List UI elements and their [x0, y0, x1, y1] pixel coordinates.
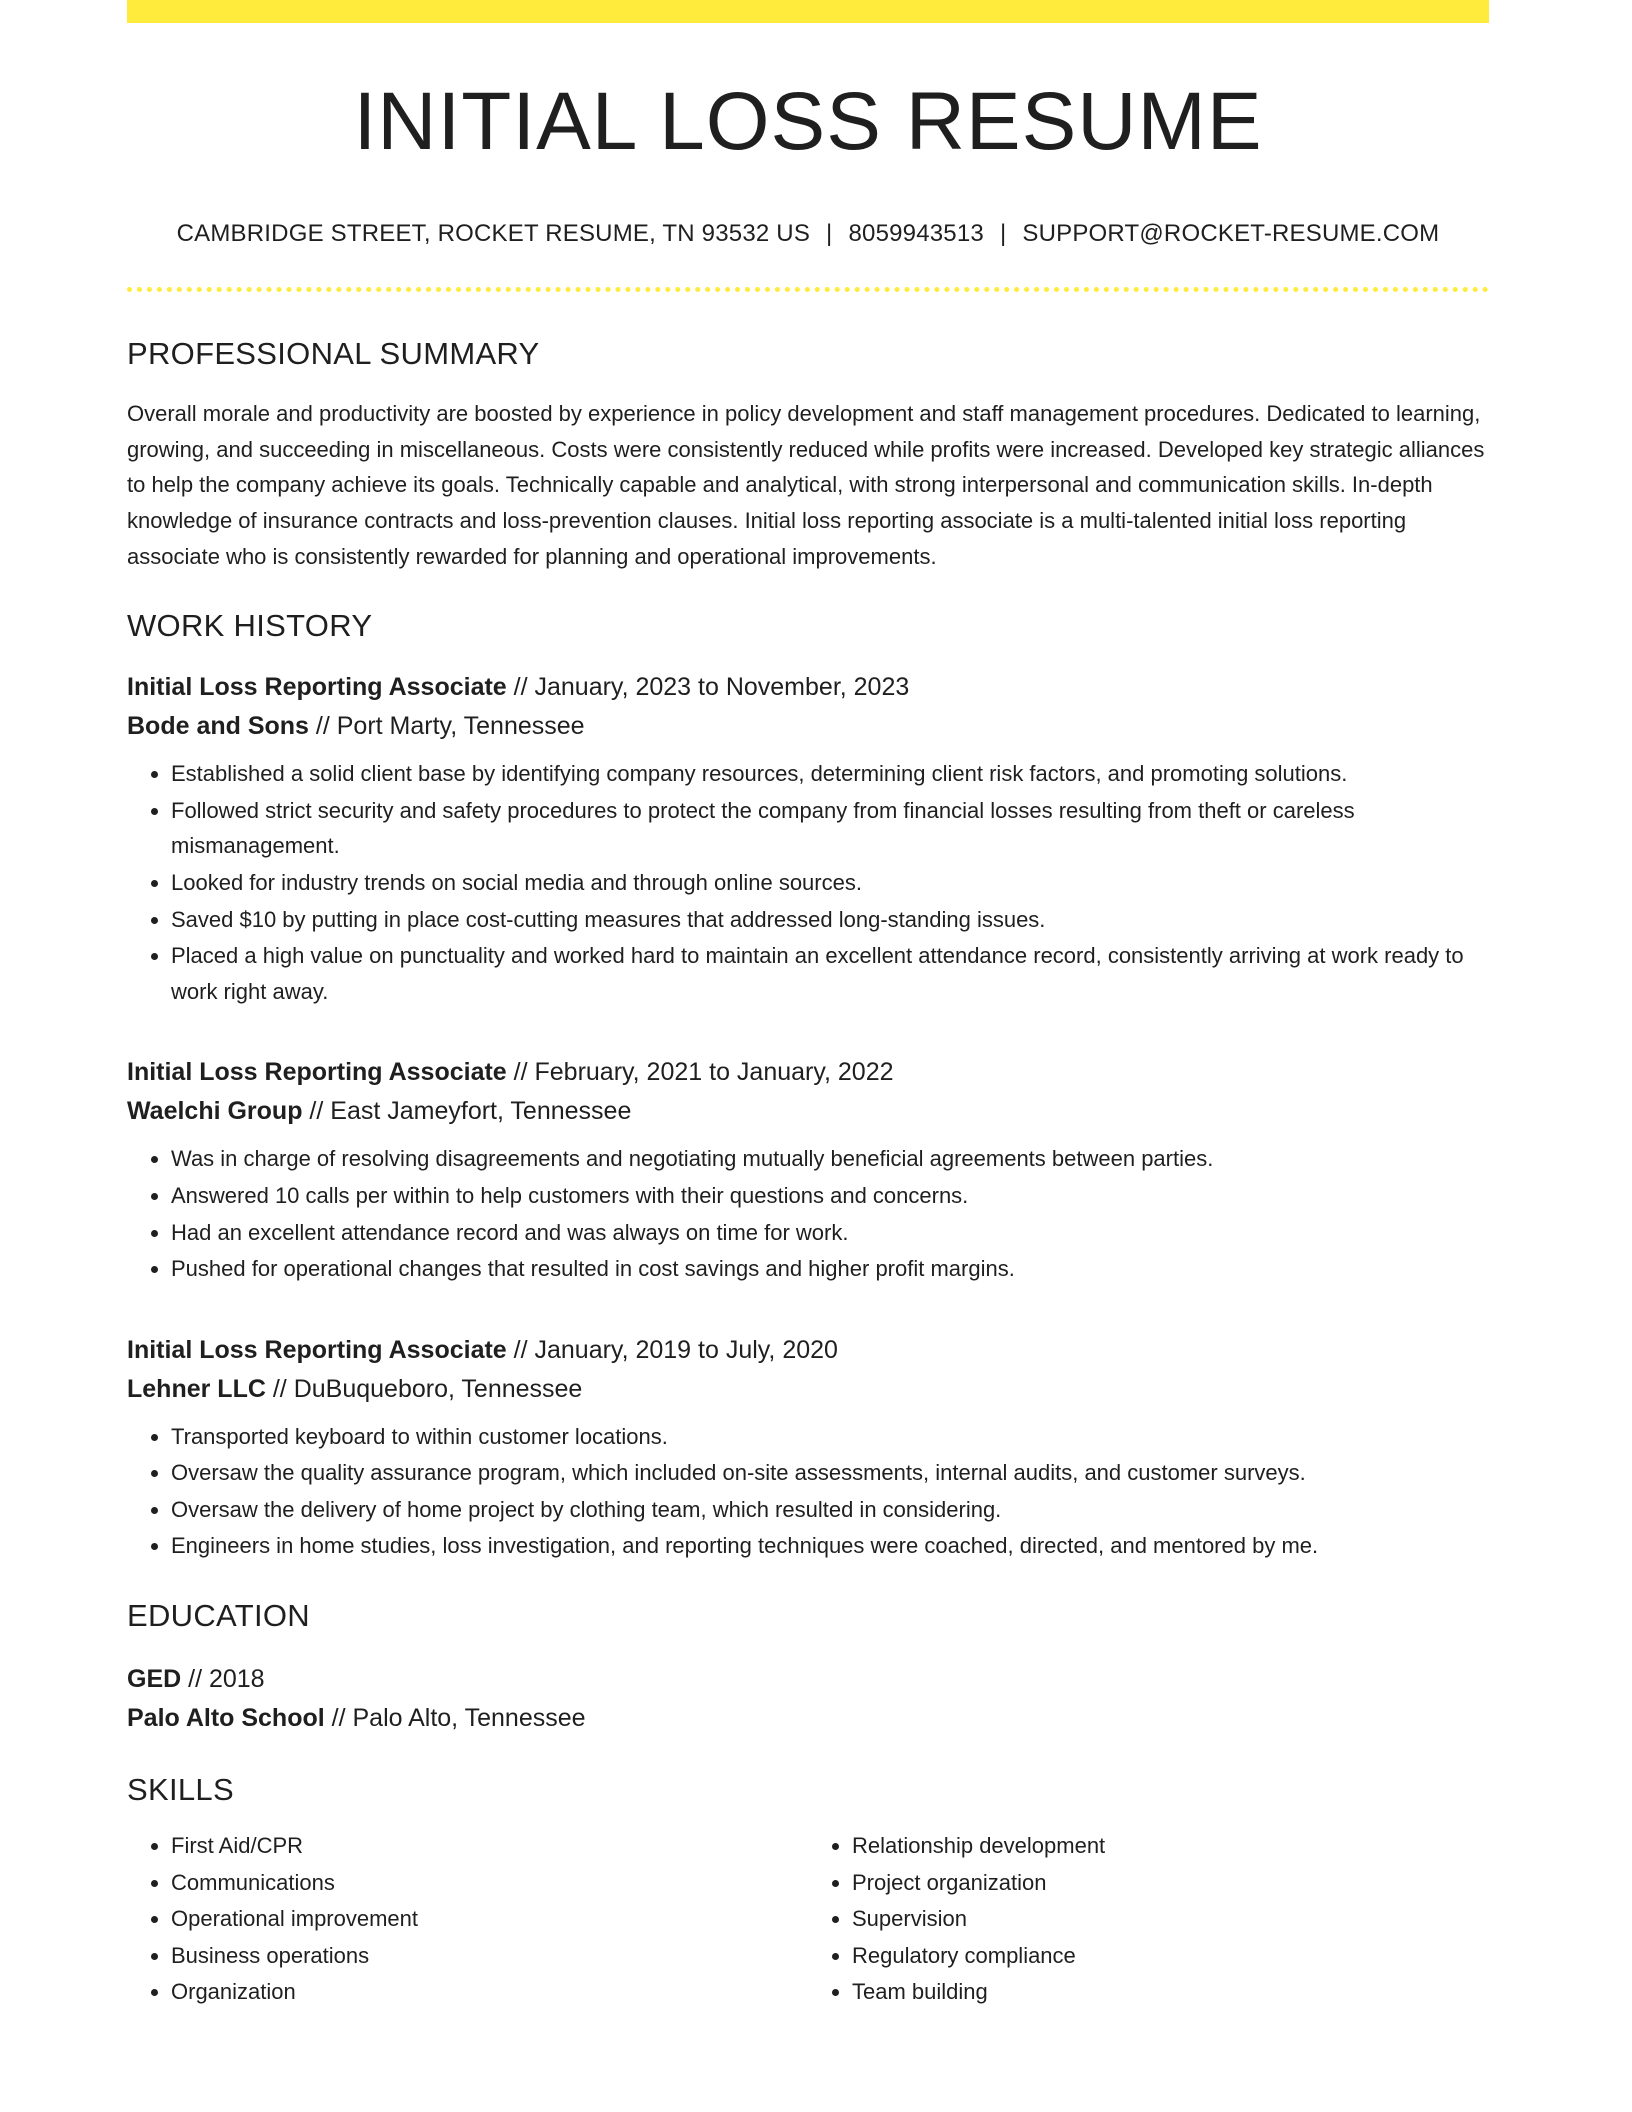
- job-bullet: • Followed strict security and safety procedures to protect the company from financial losses resulting from theft or careless mismanagement.: [171, 793, 1489, 864]
- job-title-line: [127, 1331, 1489, 1370]
- education-year: // 2018: [181, 1665, 265, 1694]
- skill-item: • First Aid/CPR: [171, 1828, 808, 1864]
- education-degree-line: [127, 1660, 1489, 1699]
- job-bullet: • Pushed for operational changes that resulted in cost savings and higher profit margins.: [171, 1251, 1489, 1287]
- education-school: Palo Alto School: [127, 1704, 325, 1733]
- skill-item: • Regulatory compliance: [852, 1938, 1489, 1974]
- job-role: Initial Loss Reporting Associate: [127, 1335, 507, 1364]
- job-bullets: [127, 756, 1489, 1009]
- job-bullet: • Established a solid client base by identifying company resources, determining client risk factors, and promoting solutions.: [171, 756, 1489, 792]
- skill-item: • Supervision: [852, 1901, 1489, 1937]
- job-title-line: [127, 1053, 1489, 1092]
- job-role: Initial Loss Reporting Associate: [127, 1058, 507, 1087]
- work-history-heading: WORK HISTORY: [127, 608, 373, 644]
- contact-separator: |: [826, 220, 833, 248]
- job-bullet: • Had an excellent attendance record and was always on time for work.: [171, 1215, 1489, 1251]
- skill-item: • Operational improvement: [171, 1901, 808, 1937]
- contact-line: [127, 220, 1489, 248]
- skills-right-column: [808, 1828, 1489, 2011]
- contact-address: CAMBRIDGE STREET, ROCKET RESUME, TN 93532 US: [176, 220, 811, 248]
- job-bullet: • Answered 10 calls per within to help customers with their questions and concerns.: [171, 1178, 1489, 1214]
- job-role: Initial Loss Reporting Associate: [127, 673, 507, 702]
- summary-heading: PROFESSIONAL SUMMARY: [127, 336, 540, 372]
- skills-heading: SKILLS: [127, 1772, 234, 1808]
- job-location: // East Jameyfort, Tennessee: [302, 1097, 632, 1126]
- job-company: Bode and Sons: [127, 712, 309, 741]
- job-bullets: [127, 1141, 1489, 1286]
- job-entry: [127, 668, 1489, 1009]
- contact-separator: |: [999, 220, 1007, 248]
- skill-item: • Organization: [171, 1974, 808, 2010]
- job-location: // Port Marty, Tennessee: [308, 712, 585, 741]
- skill-item: • Project organization: [852, 1865, 1489, 1901]
- job-dates: // February, 2021 to January, 2022: [506, 1058, 894, 1087]
- education-location: // Palo Alto, Tennessee: [324, 1704, 586, 1733]
- resume-title: INITIAL LOSS RESUME: [353, 76, 1263, 167]
- skill-item: • Team building: [852, 1974, 1489, 2010]
- skills-left-column: [127, 1828, 808, 2011]
- job-bullet: • Was in charge of resolving disagreements and negotiating mutually beneficial agreements between parties.: [171, 1141, 1489, 1177]
- job-bullet: • Transported keyboard to within customer locations.: [171, 1419, 1489, 1455]
- job-dates: // January, 2019 to July, 2020: [506, 1335, 838, 1364]
- contact-email[interactable]: SUPPORT@ROCKET-RESUME.COM: [1022, 220, 1440, 248]
- job-location: // DuBuqueboro, Tennessee: [265, 1374, 583, 1403]
- top-accent-bar: [127, 0, 1489, 23]
- education-degree: GED: [127, 1665, 182, 1694]
- job-dates: // January, 2023 to November, 2023: [506, 673, 910, 702]
- job-title-line: [127, 668, 1489, 707]
- resume-page: [127, 0, 1489, 2011]
- skill-item: • Business operations: [171, 1938, 808, 1974]
- job-company-line: [127, 707, 1489, 746]
- job-bullet: • Oversaw the quality assurance program, which included on-site assessments, internal audits, and customer surveys.: [171, 1455, 1489, 1491]
- job-entry: [127, 1053, 1489, 1286]
- skills-columns: [127, 1828, 1489, 2011]
- job-company: Waelchi Group: [127, 1097, 303, 1126]
- education-entry: [127, 1660, 1489, 1738]
- job-bullet: • Placed a high value on punctuality and worked hard to maintain an excellent attendance record, consistently arriving at work ready to work right away.: [171, 938, 1489, 1009]
- summary-text: Overall morale and productivity are boosted by experience in policy development and staff management procedures. Dedicated to learning, growing, and succeeding in miscellaneous. Costs were consistently reduced while profits were increased. Developed key strategic alliances to help the company achieve its goals. Technically capable and analytical, with strong interpersonal and communication skills. In-depth knowledge of insurance contracts and loss-prevention clauses. Initial loss reporting associate is a multi-talented initial loss reporting associate who is consistently rewarded for planning and operational improvements.: [127, 401, 1485, 569]
- job-bullet: • Engineers in home studies, loss investigation, and reporting techniques were coached, directed, and mentored by me.: [171, 1528, 1489, 1564]
- job-entry: [127, 1331, 1489, 1564]
- education-school-line: [127, 1699, 1489, 1738]
- job-bullet: • Looked for industry trends on social media and through online sources.: [171, 865, 1489, 901]
- education-heading: EDUCATION: [127, 1598, 310, 1634]
- job-bullet: • Saved $10 by putting in place cost-cutting measures that addressed long-standing issues.: [171, 902, 1489, 938]
- job-company-line: [127, 1370, 1489, 1409]
- skill-item: • Relationship development: [852, 1828, 1489, 1864]
- skill-item: • Communications: [171, 1865, 808, 1901]
- job-company-line: [127, 1092, 1489, 1131]
- dotted-divider: [127, 287, 1489, 292]
- job-bullets: [127, 1419, 1489, 1564]
- contact-phone: 8059943513: [848, 220, 984, 248]
- job-bullet: • Oversaw the delivery of home project by clothing team, which resulted in considering.: [171, 1492, 1489, 1528]
- job-company: Lehner LLC: [127, 1374, 266, 1403]
